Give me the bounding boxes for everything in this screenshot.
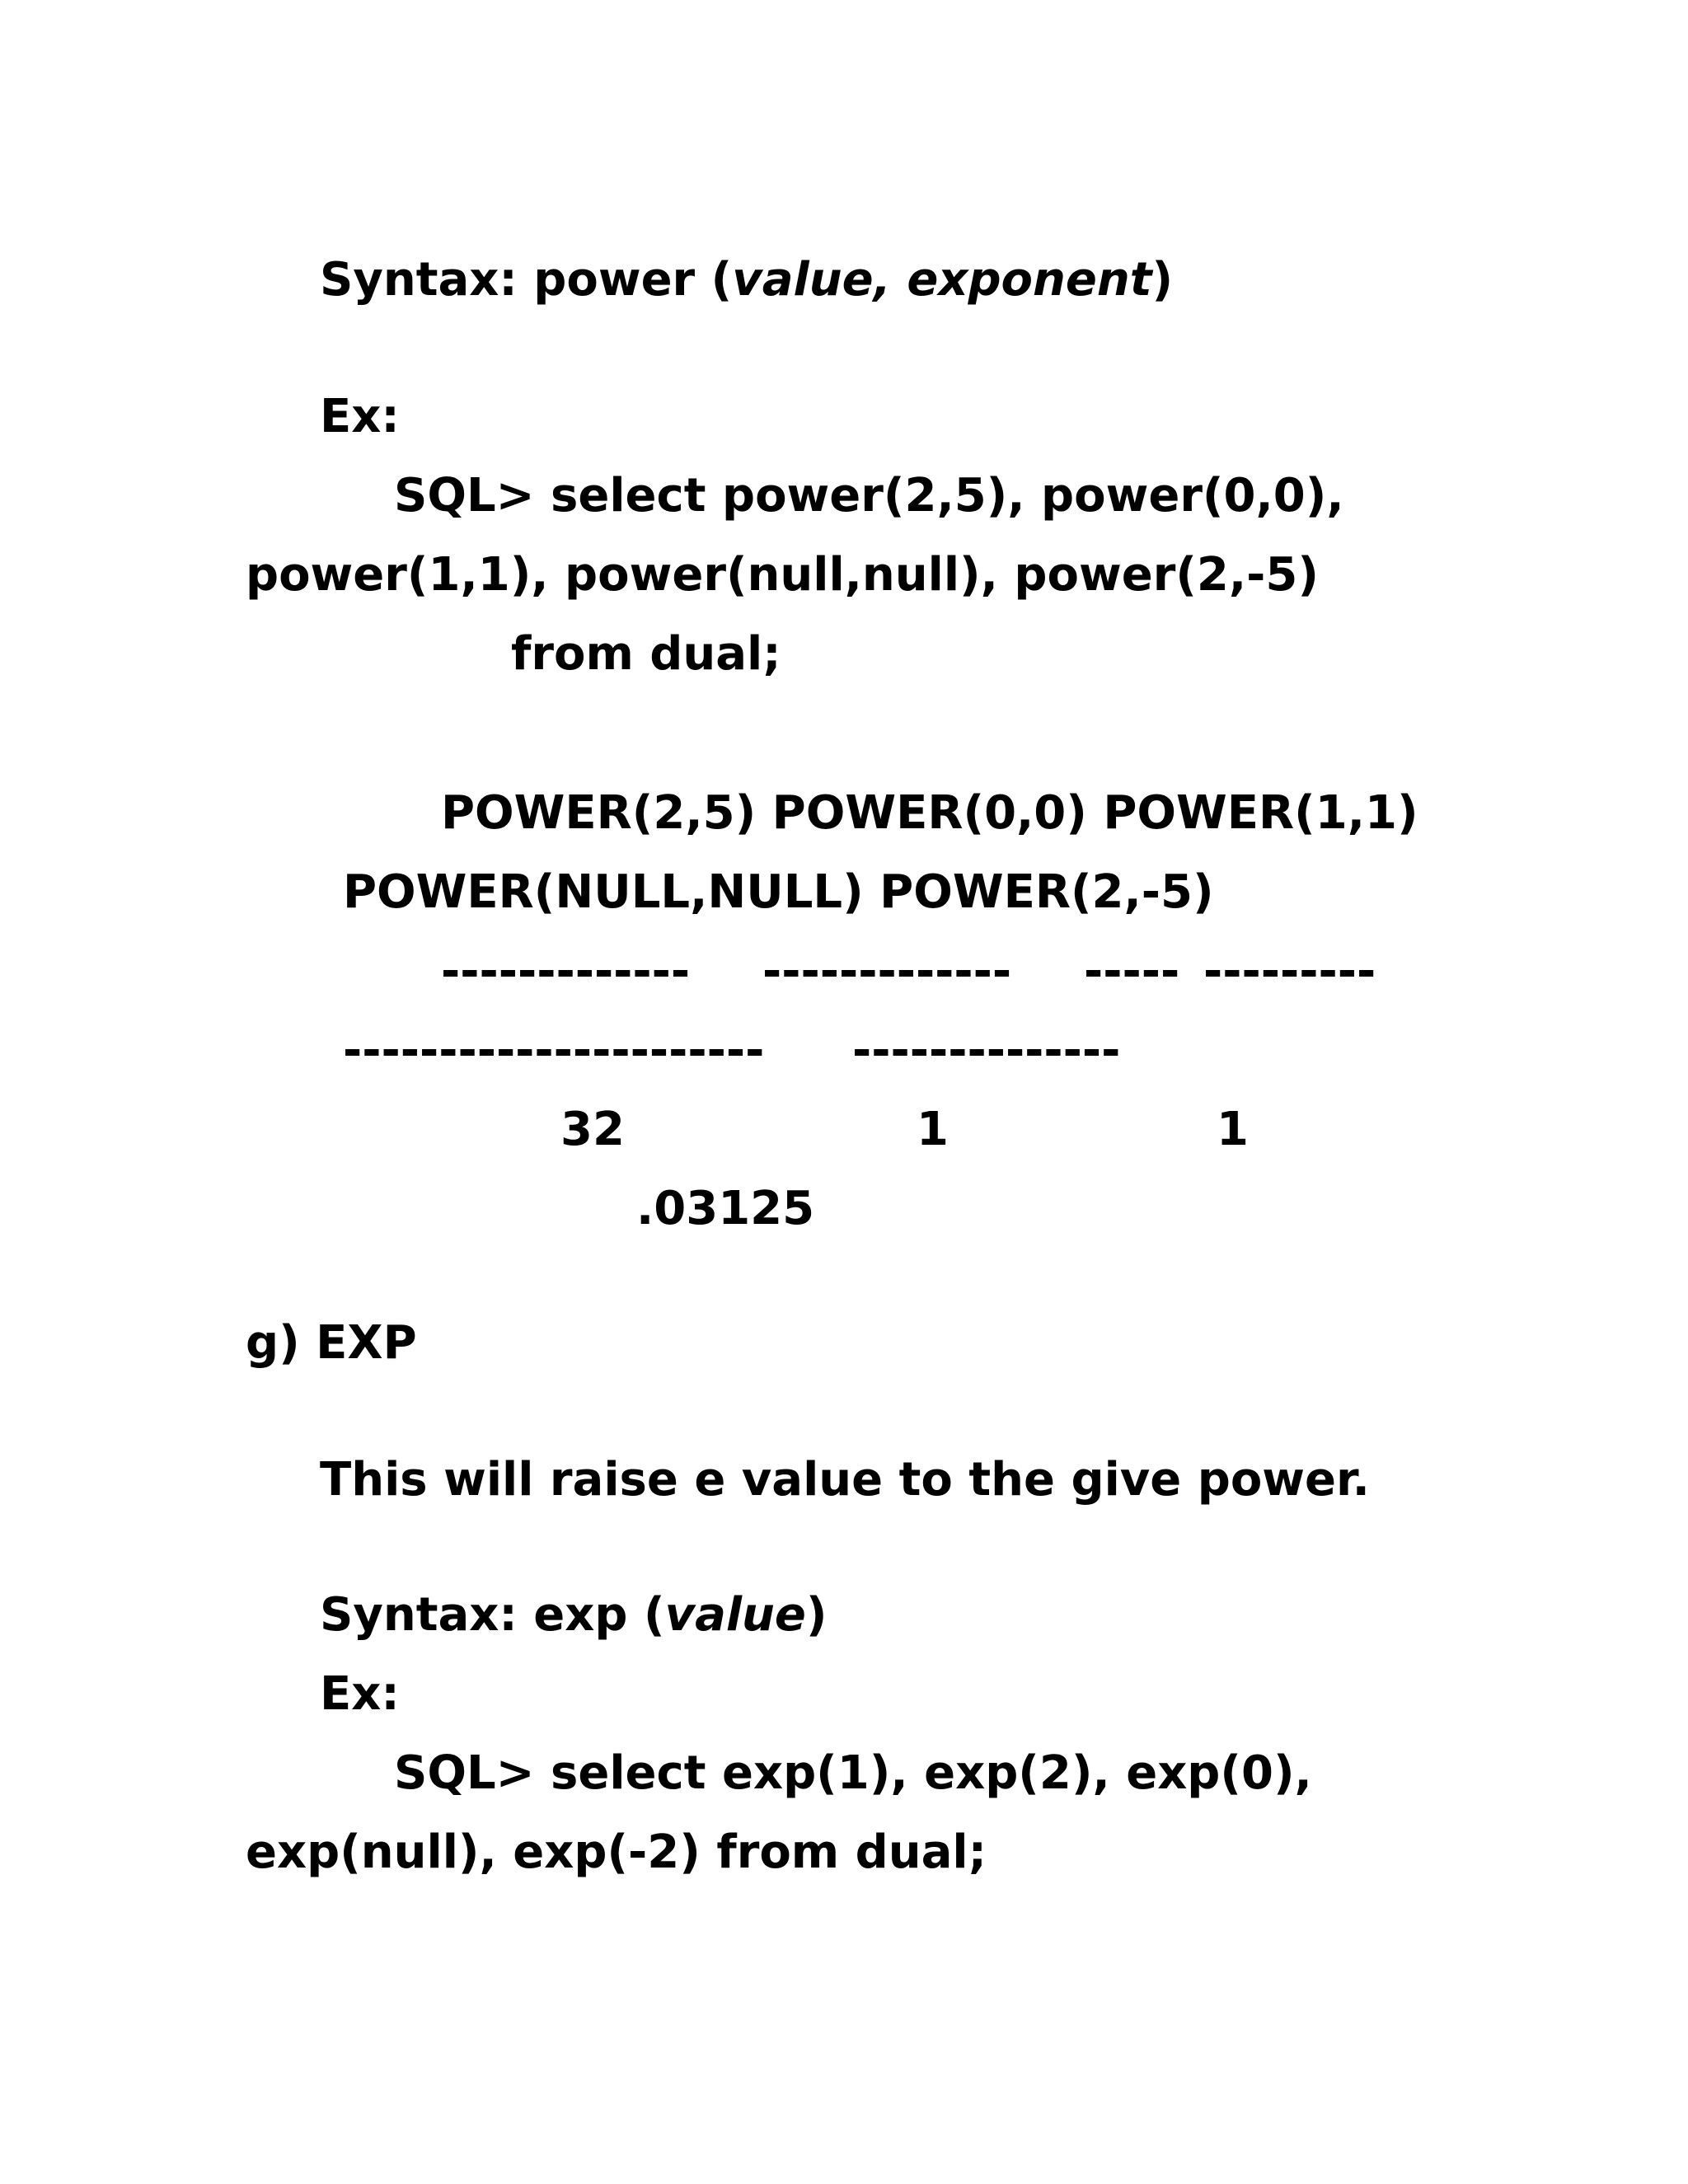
power-value-4: .03125 — [636, 1182, 815, 1235]
exp-sql-line-1: SQL> select exp(1), exp(2), exp(0), — [394, 1746, 1312, 1800]
power-syntax-args: value, exponent — [732, 253, 1152, 307]
power-result-header-2: POWER(NULL,NULL) POWER(2,-5) — [343, 865, 1214, 919]
power-result-header-1: POWER(2,5) POWER(0,0) POWER(1,1) — [441, 786, 1418, 840]
power-syntax-suffix: ) — [1151, 253, 1174, 307]
power-syntax-prefix: Syntax: power ( — [320, 253, 733, 307]
power-sql-line-1: SQL> select power(2,5), power(0,0), — [394, 469, 1344, 523]
exp-ex-label: Ex: — [320, 1667, 400, 1721]
exp-heading: g) EXP — [246, 1316, 417, 1370]
power-sql-line-2: power(1,1), power(null,null), power(2,-5) — [246, 548, 1319, 602]
power-dash-5: ---------------------- — [343, 1024, 765, 1077]
power-dash-6: -------------- — [852, 1024, 1121, 1077]
exp-syntax-prefix: Syntax: exp ( — [320, 1588, 665, 1642]
power-dash-4: --------- — [1203, 944, 1376, 998]
power-ex-label: Ex: — [320, 390, 400, 443]
power-value-2: 1 — [917, 1103, 949, 1156]
exp-syntax-suffix: ) — [805, 1588, 828, 1642]
exp-syntax-line — [320, 1588, 828, 1642]
power-syntax-line — [320, 253, 1174, 307]
power-dash-1: ------------- — [441, 944, 691, 998]
exp-sql-line-2: exp(null), exp(-2) from dual; — [246, 1825, 987, 1879]
power-dash-3: ----- — [1084, 944, 1180, 998]
power-value-1: 32 — [560, 1103, 625, 1156]
power-sql-line-3: from dual; — [511, 627, 781, 681]
power-dash-2: ------------- — [762, 944, 1012, 998]
exp-syntax-args: value — [664, 1588, 806, 1642]
power-value-3: 1 — [1217, 1103, 1249, 1156]
exp-description: This will raise e value to the give power. — [320, 1453, 1370, 1507]
